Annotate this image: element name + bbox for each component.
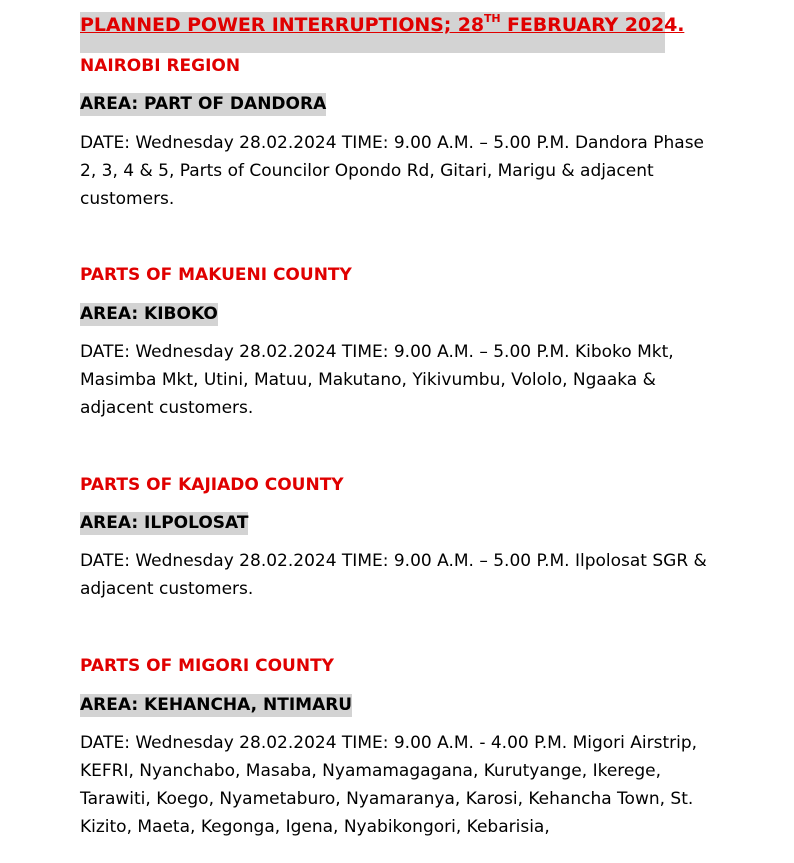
details-kehancha: DATE: Wednesday 28.02.2024 TIME: 9.00 A.M. - 4.00 P.M. Migori Airstrip, KEFRI, Nyanchabo, Masaba, Nyamamagagana, Kurutyange, Ikerege, Tarawiti, Koego, Nyametaburo, Nyamaranya, Karosi, Kehancha Town, St. Kizito, Maeta, Kegonga, Igena, Nyabikongori, Kebarisia, bbox=[80, 733, 698, 837]
section-heading-nairobi: NAIROBI REGION bbox=[80, 56, 241, 76]
page-title bbox=[80, 14, 684, 36]
title-suffix: FEBRUARY 2024. bbox=[500, 14, 685, 36]
section-heading-makueni: PARTS OF MAKUENI COUNTY bbox=[80, 265, 352, 285]
details-ilpolosat: DATE: Wednesday 28.02.2024 TIME: 9.00 A.M. – 5.00 P.M. Ilpolosat SGR & adjacent customers. bbox=[80, 551, 707, 599]
details-kiboko: DATE: Wednesday 28.02.2024 TIME: 9.00 A.M. – 5.00 P.M. Kiboko Mkt, Masimba Mkt, Utini, Matuu, Makutano, Yikivumbu, Vololo, Ngaaka & adjacent customers. bbox=[80, 342, 674, 418]
area-label-kehancha: AREA: KEHANCHA, NTIMARU bbox=[80, 695, 353, 715]
title-superscript: TH bbox=[484, 12, 501, 25]
area-label-ilpolosat: AREA: ILPOLOSAT bbox=[80, 513, 249, 533]
details-dandora: DATE: Wednesday 28.02.2024 TIME: 9.00 A.M. – 5.00 P.M. Dandora Phase 2, 3, 4 & 5, Parts of Councilor Opondo Rd, Gitari, Marigu & adjacent customers. bbox=[80, 133, 705, 209]
title-prefix: PLANNED POWER INTERRUPTIONS; 28 bbox=[80, 14, 485, 36]
section-heading-migori: PARTS OF MIGORI COUNTY bbox=[80, 656, 334, 676]
area-label-dandora: AREA: PART OF DANDORA bbox=[80, 94, 327, 114]
section-heading-kajiado: PARTS OF KAJIADO COUNTY bbox=[80, 475, 344, 495]
area-label-kiboko: AREA: KIBOKO bbox=[80, 304, 218, 324]
